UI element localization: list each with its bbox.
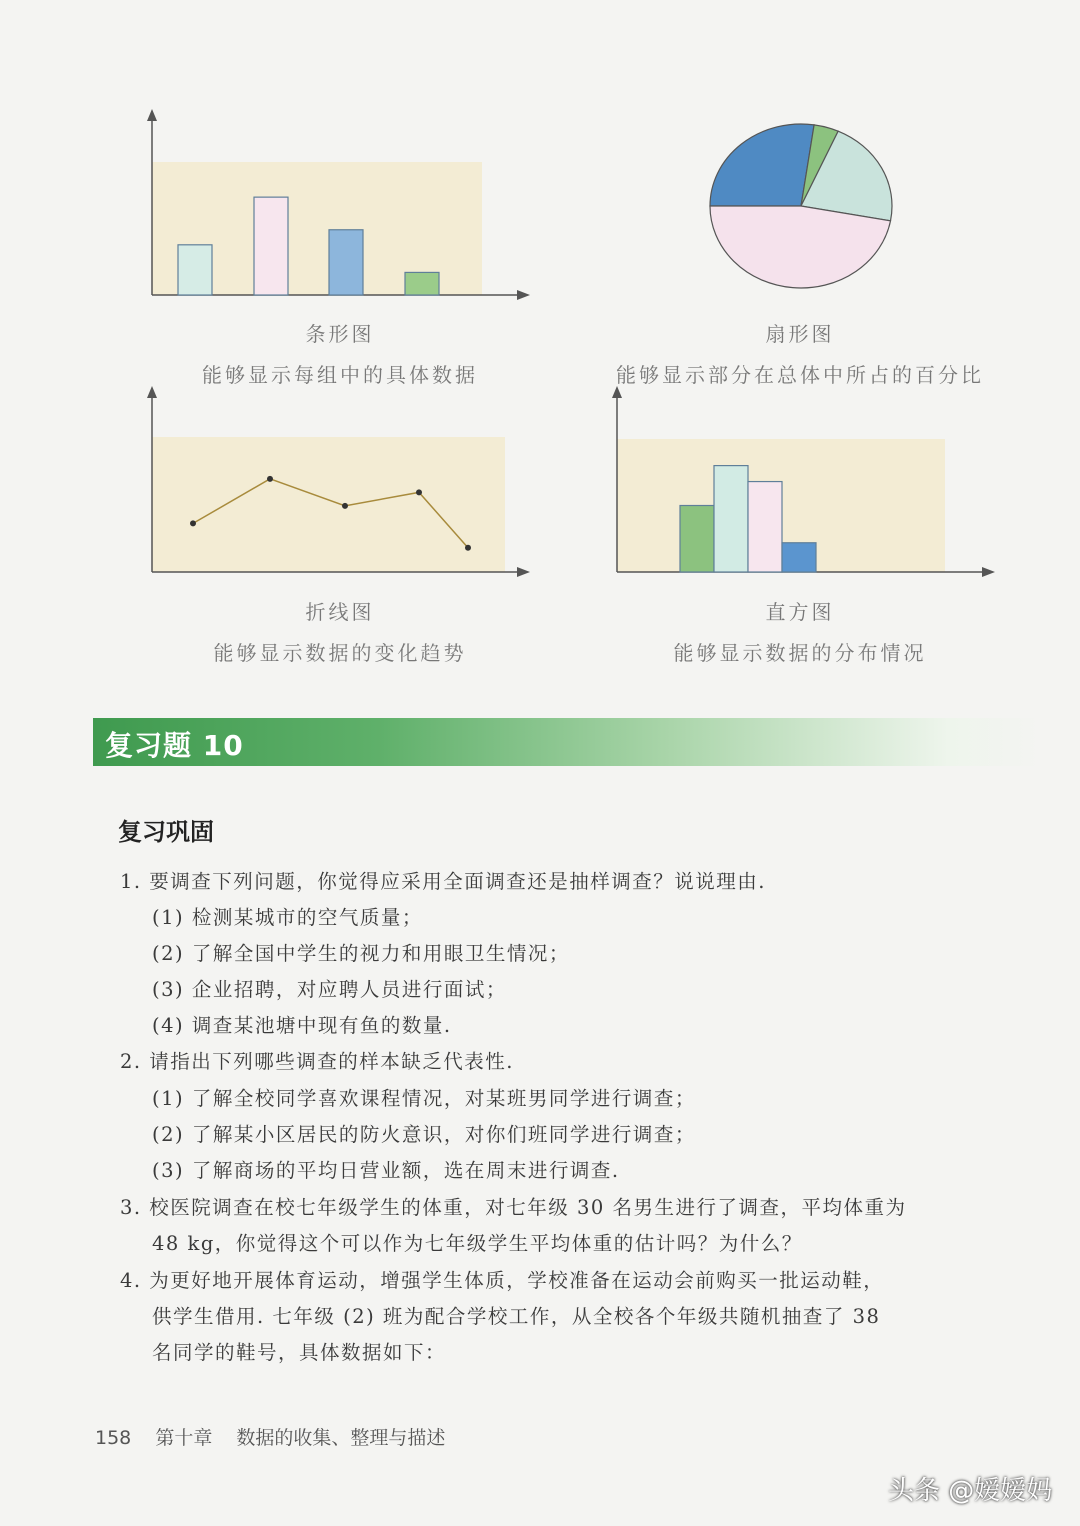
section-title: 复习巩固 xyxy=(118,818,214,846)
y-axis-arrow xyxy=(612,386,622,398)
bar xyxy=(178,245,212,295)
page-number: 158 xyxy=(95,1427,132,1449)
pie-slice xyxy=(710,124,814,206)
bar-chart-caption xyxy=(190,318,490,388)
chapter-label: 第十章 xyxy=(155,1427,213,1449)
data-point xyxy=(465,545,471,551)
question-line: (2) 了解全国中学生的视力和用眼卫生情况； xyxy=(152,942,570,965)
plot-background xyxy=(152,437,505,572)
histogram-bar xyxy=(748,482,782,572)
question-line: (1) 检测某城市的空气质量； xyxy=(152,906,423,929)
question-line: 1. 要调查下列问题，你觉得应采用全面调查还是抽样调查？说说理由. xyxy=(120,870,767,893)
question-line: (1) 了解全校同学喜欢课程情况，对某班男同学进行调查； xyxy=(152,1087,696,1110)
chapter-title: 数据的收集、整理与描述 xyxy=(236,1427,446,1449)
question-line: 供学生借用. 七年级 (2) 班为配合学校工作，从全校各个年级共随机抽查了 38 xyxy=(152,1305,881,1328)
pie-slice xyxy=(710,206,890,288)
caption-desc: 能够显示每组中的具体数据 xyxy=(202,363,478,387)
x-axis-arrow xyxy=(517,567,530,577)
caption-name: 折线图 xyxy=(305,600,375,624)
histogram-bar xyxy=(782,543,816,572)
bar-chart xyxy=(140,105,540,305)
y-axis-arrow xyxy=(147,109,157,121)
data-point xyxy=(416,489,422,495)
pie-chart-caption xyxy=(600,318,1000,388)
question-line: (4) 调查某池塘中现有鱼的数量. xyxy=(152,1014,452,1037)
data-point xyxy=(267,476,273,482)
question-line: 48 kg，你觉得这个可以作为七年级学生平均体重的估计吗？为什么？ xyxy=(152,1232,803,1255)
question-line: 名同学的鞋号，具体数据如下： xyxy=(152,1341,447,1364)
question-line: 2. 请指出下列哪些调查的样本缺乏代表性. xyxy=(120,1050,515,1073)
line-chart-caption xyxy=(190,596,490,666)
bar xyxy=(254,197,288,295)
histogram-caption xyxy=(650,596,950,666)
histogram-bar xyxy=(714,466,748,572)
pie-chart xyxy=(700,118,900,298)
x-axis-arrow xyxy=(517,290,530,300)
question-line: 4. 为更好地开展体育运动，增强学生体质，学校准备在运动会前购买一批运动鞋， xyxy=(120,1269,885,1292)
banner-title: 复习题 10 xyxy=(105,729,244,762)
histogram-chart xyxy=(605,382,1005,582)
bar xyxy=(405,272,439,295)
bar xyxy=(329,230,363,295)
data-point xyxy=(342,503,348,509)
y-axis-arrow xyxy=(147,386,157,398)
line-chart xyxy=(140,382,540,582)
caption-name: 直方图 xyxy=(765,600,835,624)
caption-name: 扇形图 xyxy=(765,322,835,346)
caption-desc: 能够显示数据的分布情况 xyxy=(673,641,927,665)
question-line: (3) 企业招聘，对应聘人员进行面试； xyxy=(152,978,507,1001)
page-footer xyxy=(95,1423,463,1450)
histogram-bar xyxy=(680,506,714,573)
question-line: (2) 了解某小区居民的防火意识，对你们班同学进行调查； xyxy=(152,1123,696,1146)
question-line: (3) 了解商场的平均日营业额，选在周末进行调查. xyxy=(152,1159,620,1182)
caption-desc: 能够显示数据的变化趋势 xyxy=(213,641,467,665)
caption-name: 条形图 xyxy=(305,322,375,346)
data-point xyxy=(190,520,196,526)
review-banner xyxy=(93,718,1043,766)
question-line: 3. 校医院调查在校七年级学生的体重，对七年级 30 名男生进行了调查，平均体重为 xyxy=(120,1196,907,1219)
watermark: 头条 @嫒嫒妈 xyxy=(888,1476,1053,1506)
x-axis-arrow xyxy=(982,567,995,577)
caption-desc: 能够显示部分在总体中所占的百分比 xyxy=(616,363,984,387)
